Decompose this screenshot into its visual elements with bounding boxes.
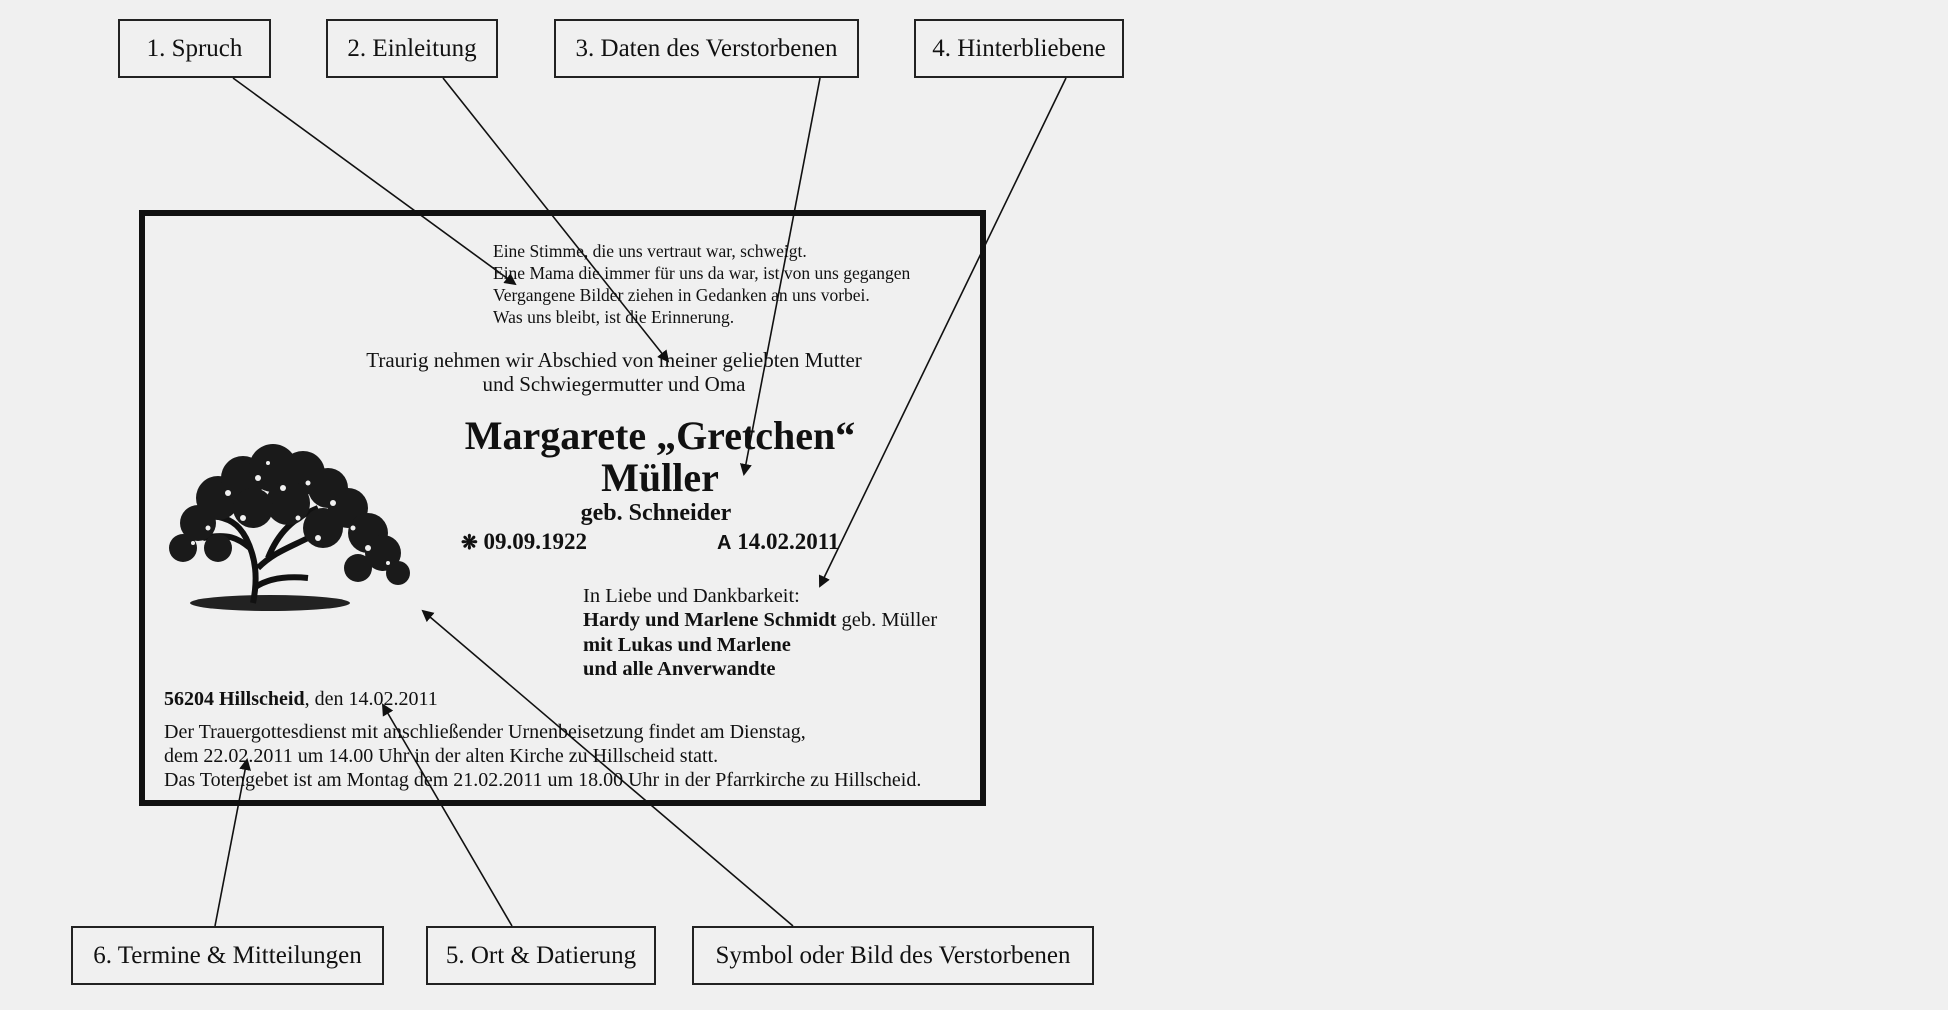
mourners-line-3: und alle Anverwandte <box>583 658 776 680</box>
label-hinterbliebene: 4. Hinterbliebene <box>914 19 1124 78</box>
intro-line-2: und Schwiegermutter und Oma <box>482 372 746 396</box>
birth-date-row <box>461 529 587 555</box>
place-date-text: , den 14.02.2011 <box>304 688 438 710</box>
birth-name: geb. Schneider <box>580 500 732 526</box>
tree-illustration <box>158 438 438 618</box>
quote-line-3: Vergangene Bilder ziehen in Gedanken an uns vorbei. <box>493 285 870 305</box>
mourners-birth-name: geb. Müller <box>836 609 938 631</box>
deceased-name-line-1: Margarete „Gretchen“ <box>464 413 856 458</box>
label-einleitung: 2. Einleitung <box>326 19 498 78</box>
birth-date: 09.09.1922 <box>483 529 588 554</box>
service-line-3: Das Totengebet ist am Montag dem 21.02.2011 um 18.00 Uhr in der Pfarrkirche zu Hillscheid. <box>164 769 922 791</box>
label-symbol: Symbol oder Bild des Verstorbenen <box>692 926 1094 985</box>
death-date-row <box>717 529 839 555</box>
place-name: 56204 Hillscheid <box>164 688 305 710</box>
label-ort: 5. Ort & Datierung <box>426 926 656 985</box>
mourners-line-2: mit Lukas und Marlene <box>583 634 791 656</box>
death-symbol-icon: A <box>717 532 732 554</box>
quote-line-2: Eine Mama die immer für uns da war, ist von uns gegangen <box>493 263 911 283</box>
service-line-2: dem 22.02.2011 um 14.00 Uhr in der alten Kirche zu Hillscheid statt. <box>164 745 719 767</box>
label-termine: 6. Termine & Mitteilungen <box>71 926 384 985</box>
intro-line-1: Traurig nehmen wir Abschied von meiner geliebten Mutter <box>366 348 862 372</box>
label-daten: 3. Daten des Verstorbenen <box>554 19 859 78</box>
deceased-name-line-2: Müller <box>601 455 719 500</box>
death-date: 14.02.2011 <box>737 529 840 554</box>
quote-line-4: Was uns bleibt, ist die Erinnerung. <box>493 307 735 327</box>
mourners-names: Hardy und Marlene Schmidt <box>583 609 837 631</box>
mourners-intro: In Liebe und Dankbarkeit: <box>583 585 800 607</box>
place-date <box>164 688 438 711</box>
mourners-line-1 <box>583 609 937 632</box>
birth-symbol-icon: ❋ <box>461 532 478 554</box>
label-spruch: 1. Spruch <box>118 19 271 78</box>
quote-line-1: Eine Stimme, die uns vertraut war, schweigt. <box>493 241 807 261</box>
service-line-1: Der Trauergottesdienst mit anschließender Urnenbeisetzung findet am Dienstag, <box>164 721 806 743</box>
